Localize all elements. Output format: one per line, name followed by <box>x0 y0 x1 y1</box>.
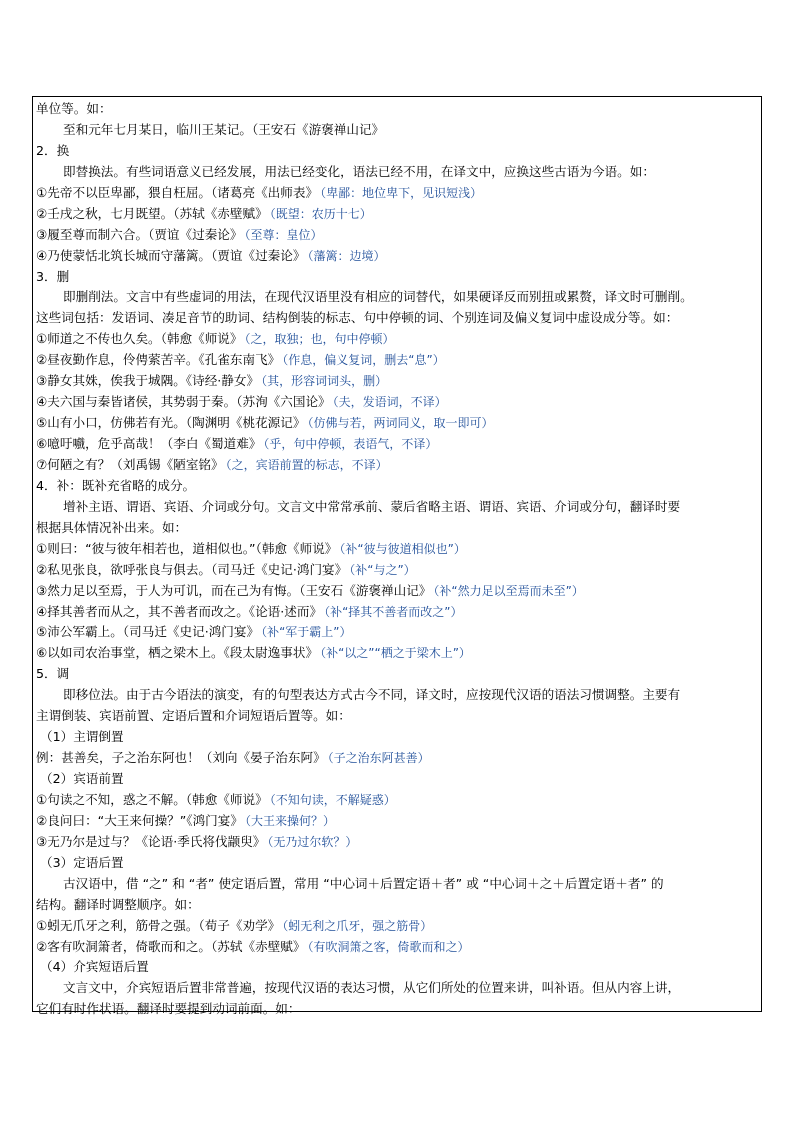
line-text: ③履至尊而制六合。（贾谊《过秦论》 <box>36 226 243 242</box>
text-line <box>36 183 760 204</box>
line-text: ①蚓无爪牙之利，筋骨之强。（荀子《劝学》 <box>36 917 281 933</box>
text-line <box>36 811 760 832</box>
annotation-note: （补“彼与彼道相似也”） <box>339 541 466 556</box>
line-text: ⑦何陋之有？（刘禹锡《陋室铭》 <box>36 456 224 472</box>
annotation-note: （藩篱：边境） <box>307 248 386 263</box>
subsection-heading <box>36 769 760 790</box>
text-line <box>36 287 760 308</box>
text-line <box>36 937 760 958</box>
line-text: ⑥以如司农治事堂，栖之梁木上。《段太尉逸事状》 <box>36 645 319 661</box>
text-line <box>36 308 760 329</box>
text-line <box>36 706 760 727</box>
annotation-note: （其，形容词词头，删） <box>261 374 388 389</box>
annotation-note: （之，取独；也，句中停顿） <box>244 332 395 347</box>
text-line <box>36 790 760 811</box>
line-text: ⑤山有小口，仿佛若有光。（陶渊明《桃花源记》 <box>36 415 306 431</box>
text-line <box>36 895 760 916</box>
line-text: （2）宾语前置 <box>40 771 124 786</box>
line-text: ③然力足以至焉，于人为可讥，而在己为有悔。（王安石《游褒禅山记》 <box>36 582 432 598</box>
text-line <box>36 999 760 1020</box>
annotation-note: （既望：农历十七） <box>269 206 372 221</box>
text-line <box>36 413 760 434</box>
line-text: 4．补：既补充省略的成分。 <box>36 477 196 493</box>
text-line <box>36 329 760 350</box>
line-text: 文言文中，介宾短语后置非常普遍，按现代汉语的表达习惯，从它们所处的位置来讲，叫补语。但从内容上讲， <box>63 980 681 996</box>
line-text: 3．删 <box>36 268 70 284</box>
text-line <box>36 643 760 664</box>
line-text: ④择其善者而从之，其不善者而改之。《论语·述而》 <box>36 603 323 619</box>
line-text: 根据具体情况补出来。如： <box>36 519 188 535</box>
line-text: 单位等。如： <box>36 101 112 116</box>
text-line <box>36 622 760 643</box>
line-text: 例：甚善矣，子之治东阿也！（刘向《晏子治东阿》 <box>36 750 326 766</box>
line-text: ②私见张良，欲呼张良与俱去。（司马迁《史记·鸿门宴》 <box>36 561 348 577</box>
line-text: ①则曰：“彼与彼年相若也，道相似也。”（韩愈《师说》 <box>36 540 338 556</box>
annotation-note: （补“与之”） <box>349 562 416 577</box>
line-text: ④夫六国与秦皆诸侯，其势弱于秦。（苏洵《六国论》 <box>36 394 331 410</box>
line-text: ②客有吹洞箫者，倚歌而和之。（苏轼《赤壁赋》 <box>36 938 306 954</box>
line-text: 增补主语、谓语、宾语、介词或分句。文言文中常常承前、蒙后省略主语、谓语、宾语、介词或分句，翻译时要 <box>63 498 681 514</box>
annotation-note: （至尊：皇位） <box>244 227 323 242</box>
annotation-note: （之，宾语前置的标志，不译） <box>225 457 388 472</box>
section-heading <box>36 267 760 288</box>
line-text: ①师道之不传也久矣。（韩愈《师说》 <box>36 331 243 347</box>
text-line <box>36 350 760 371</box>
text-line <box>36 162 760 183</box>
text-line <box>36 874 760 895</box>
annotation-note: （蚓无利之爪牙，强之筋骨） <box>282 918 433 933</box>
text-line <box>36 434 760 455</box>
line-text: 即移位法。由于古今语法的演变，有的句型表达方式古今不同，译文时，应按现代汉语的语法习惯调整。主要有 <box>63 687 681 703</box>
line-text: 2．换 <box>36 142 70 158</box>
subsection-heading <box>36 957 760 978</box>
section-heading <box>36 476 760 497</box>
annotation-note: （乎，句中停顿，表语气，不译） <box>263 437 438 451</box>
annotation-note: （作息，偏义复词，删去“息”） <box>282 353 445 368</box>
annotation-note: （仿佛与若，两词同义，取一即可） <box>307 416 494 431</box>
annotation-note: （补“然力足以至焉而未至”） <box>433 583 584 598</box>
line-text: ①先帝不以臣卑鄙，猥自枉屈。（诸葛亮《出师表》 <box>36 184 319 200</box>
text-line <box>36 748 760 769</box>
annotation-note: （补“以之”“栖之于梁木上”） <box>320 646 471 661</box>
text-line <box>36 832 760 853</box>
text-line <box>36 371 760 392</box>
line-text: ④乃使蒙恬北筑长城而守藩篱。（贾谊《过秦论》 <box>36 247 306 263</box>
text-line <box>36 916 760 937</box>
annotation-note: （大王来操何？） <box>244 813 335 828</box>
line-text: 这些词包括：发语词、凑足音节的助词、结构倒装的标志、句中停顿的词、个别连词及偏义复词中虚设成分等。如： <box>36 310 679 326</box>
line-text: （3）定语后置 <box>40 854 124 870</box>
line-text: ③静女其姝，俟我于城隅。《诗经·静女》 <box>36 373 260 389</box>
annotation-note: （补“择其不善者而改之”） <box>324 604 463 619</box>
annotation-note: （无乃过尔软？） <box>267 834 358 849</box>
annotation-note: （补“军于霸上”） <box>261 625 352 640</box>
text-line <box>36 581 760 602</box>
text-line <box>36 225 760 246</box>
line-text: 它们有时作状语。翻译时要提到动词前面。如： <box>36 1001 301 1017</box>
text-line <box>36 120 760 141</box>
text-line <box>36 560 760 581</box>
section-heading <box>36 141 760 162</box>
line-text: 5．调 <box>36 666 70 682</box>
text-line <box>36 246 760 267</box>
line-text: ③无乃尔是过与？《论语·季氏将伐颛臾》 <box>36 833 266 849</box>
line-text: 古汉语中，借 “之” 和 “者” 使定语后置，常用 “中心词＋后置定语＋者” 或 “中心词＋之＋后置定语＋者” 的 <box>63 875 664 891</box>
text-line <box>36 99 760 120</box>
text-line <box>36 518 760 539</box>
line-text: ⑥噫吁嚱，危乎高哉！（李白《蜀道难》 <box>36 436 262 451</box>
line-text: 即替换法。有些词语意义已经发展，用法已经变化，语法已经不用，在译文中，应换这些古语为今语。如： <box>63 163 655 179</box>
subsection-heading <box>36 853 760 874</box>
line-text: ①句读之不知，惑之不解。（韩愈《师说》 <box>36 791 268 807</box>
subsection-heading <box>36 727 760 748</box>
line-text: ②良问曰：“大王来何操？”《鸿门宴》 <box>36 812 243 828</box>
annotation-note: （卑鄙：地位卑下，见识短浅） <box>320 185 483 200</box>
text-line <box>36 602 760 623</box>
annotation-note: （子之治东阿甚善） <box>327 751 430 766</box>
document-body <box>36 99 760 1020</box>
text-line <box>36 978 760 999</box>
text-line <box>36 392 760 413</box>
line-text: 主谓倒装、宾语前置、定语后置和介词短语后置等。如： <box>36 708 351 724</box>
line-text: 即删削法。文言中有些虚词的用法，在现代汉语里没有相应的词替代，如果硬译反而别扭或累赘，译文时可删削。 <box>63 289 693 305</box>
section-heading <box>36 664 760 685</box>
line-text: （4）介宾短语后置 <box>40 959 149 975</box>
line-text: ②壬戌之秋，七月既望。（苏轼《赤壁赋》 <box>36 205 268 221</box>
line-text: ②昼夜勤作息，伶俜萦苦辛。《孔雀东南飞》 <box>36 352 281 368</box>
line-text: （1）主谓倒置 <box>40 729 124 745</box>
annotation-note: （有吹洞箫之客，倚歌而和之） <box>307 939 470 954</box>
annotation-note: （不知句读，不解疑惑） <box>269 792 396 807</box>
text-line <box>36 204 760 225</box>
line-text: 至和元年七月某日，临川王某记。（王安石《游褒禅山记》 <box>63 121 385 137</box>
text-line <box>36 539 760 560</box>
text-line <box>36 497 760 518</box>
text-line <box>36 685 760 706</box>
line-text: 结构。翻译时调整顺序。如： <box>36 896 200 912</box>
line-text: ⑤沛公军霸上。（司马迁《史记·鸿门宴》 <box>36 624 260 640</box>
text-line <box>36 455 760 476</box>
annotation-note: （夫，发语词，不译） <box>332 395 447 410</box>
